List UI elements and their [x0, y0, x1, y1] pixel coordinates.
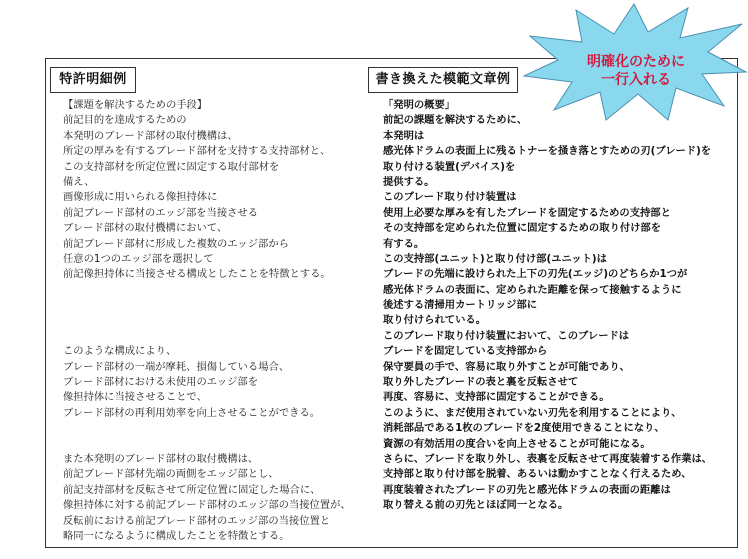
text-line: 有する。: [383, 237, 425, 250]
text-line: 取り替える前の刃先とほぼ同一となる。: [383, 499, 569, 512]
text-line: [63, 298, 363, 313]
text-line: 任意の1つのエッジ部を選択して: [63, 252, 214, 265]
text-line: 略同一になるように構成したことを特徴とする。: [63, 529, 290, 542]
text-line: [63, 329, 363, 344]
text-line: [63, 313, 363, 328]
text-line: 【課題を解決するための手段】: [63, 99, 208, 111]
text-line: 所定の厚みを有するブレード部材を支持する支持部材と、: [63, 145, 331, 158]
text-line: ブレード部材の再利用効率を向上させることができる。: [63, 406, 321, 419]
text-line: 消耗部品である1枚のブレードを2度使用できることになり、: [383, 422, 665, 435]
text-line: 保守要員の手で、容易に取り外すことが可能であり、: [383, 360, 630, 373]
text-line: このブレード取り付け装置は: [383, 191, 517, 204]
text-line: 取り外したブレードの表と裏を反転させて: [383, 376, 579, 389]
text-line: 前記支持部材を反転させて所定位置に固定した場合に、: [63, 483, 321, 496]
text-line: このブレード取り付け装置において、このブレードは: [383, 329, 630, 342]
text-line: 「発明の概要」: [383, 99, 456, 111]
text-line: この支持部材を所定位置に固定する取付部材を: [63, 160, 280, 173]
text-line: 資源の有効活用の度合いを向上させることが可能になる。: [383, 437, 651, 450]
text-line: その支持部を定められた位置に固定するための取り付け部を: [383, 222, 662, 235]
text-line: ブレードを固定している支持部から: [383, 345, 548, 358]
text-line: 再度、容易に、支持部に固定することができる。: [383, 391, 610, 404]
text-line: 像担持体に当接させることで、: [63, 391, 207, 404]
text-line: ブレード部材の一端が摩耗、損傷している場合、: [63, 360, 290, 373]
original-patent-text: [63, 98, 363, 544]
text-line: ブレード部材における未使用のエッジ部を: [63, 376, 259, 389]
text-line: 前記目的を達成するための: [63, 114, 187, 127]
text-line: さらに、ブレードを取り外し、表裏を反転させて再度装着する作業は、: [383, 452, 713, 465]
text-line: 感光体ドラムの表面に、定められた距離を保って接触するように: [383, 283, 682, 296]
text-line: 再度装着されたブレードの刃先と感光体ドラムの表面の距離は: [383, 483, 671, 496]
text-line: 取り付けられている。: [383, 314, 486, 327]
text-line: 前記の課題を解決するために、: [383, 114, 528, 127]
right-column-title: 書き換えた模範文章例: [368, 67, 518, 93]
left-column-title: 特許明細例: [50, 67, 136, 93]
callout-line-1: 明確化のために: [587, 54, 685, 70]
text-line: 備え、: [63, 175, 95, 188]
text-line: 感光体ドラムの表面上に残るトナーを掻き落とすための刃(ブレード)を: [383, 145, 712, 158]
text-line: 使用上必要な厚みを有したブレードを固定するための支持部と: [383, 206, 671, 219]
text-line: 画像形成に用いられる像担持体に: [63, 191, 218, 204]
text-line: 提供する。: [383, 175, 435, 188]
text-line: 本発明のブレード部材の取付機構は、: [63, 129, 238, 142]
text-line: 支持部と取り付け部を脱着、あるいは動かすことなく行えるため、: [383, 468, 692, 481]
text-line: ブレードの先端に設けられた上下の刃先(エッジ)のどちらか1つが: [383, 268, 688, 281]
text-line: [63, 437, 363, 452]
text-line: このように、まだ使用されていない刃先を利用することにより、: [383, 406, 682, 419]
text-line: 前記像担持体に当接させる構成としたことを特徴とする。: [63, 268, 331, 281]
text-line: 前記ブレード部材に形成した複数のエッジ部から: [63, 237, 289, 250]
text-line: 前記ブレード部材先端の両側をエッジ部とし、: [63, 468, 279, 481]
text-line: 前記ブレード部材のエッジ部を当接させる: [63, 206, 259, 219]
text-line: この支持部(ユニット)と取り付け部(ユニット)は: [383, 252, 607, 265]
text-line: [63, 283, 363, 298]
text-line: 本発明は: [383, 129, 425, 142]
text-line: また本発明のブレード部材の取付機構は、: [63, 452, 259, 465]
text-line: ブレード部材の取付機構において、: [63, 222, 228, 235]
callout-text: [556, 53, 716, 89]
text-line: 反転前における前記ブレード部材のエッジ部の当接位置と: [63, 514, 331, 527]
rewritten-model-text: [383, 98, 733, 514]
callout-line-2: 一行入れる: [601, 72, 671, 88]
text-line: 後述する清掃用カートリッジ部に: [383, 299, 538, 312]
text-line: このような構成により、: [63, 345, 177, 358]
text-line: [63, 421, 363, 436]
text-line: 取り付ける装置(デバイス)を: [383, 160, 516, 173]
text-line: 像担持体に対する前記ブレード部材のエッジ部の当接位置が、: [63, 499, 351, 512]
